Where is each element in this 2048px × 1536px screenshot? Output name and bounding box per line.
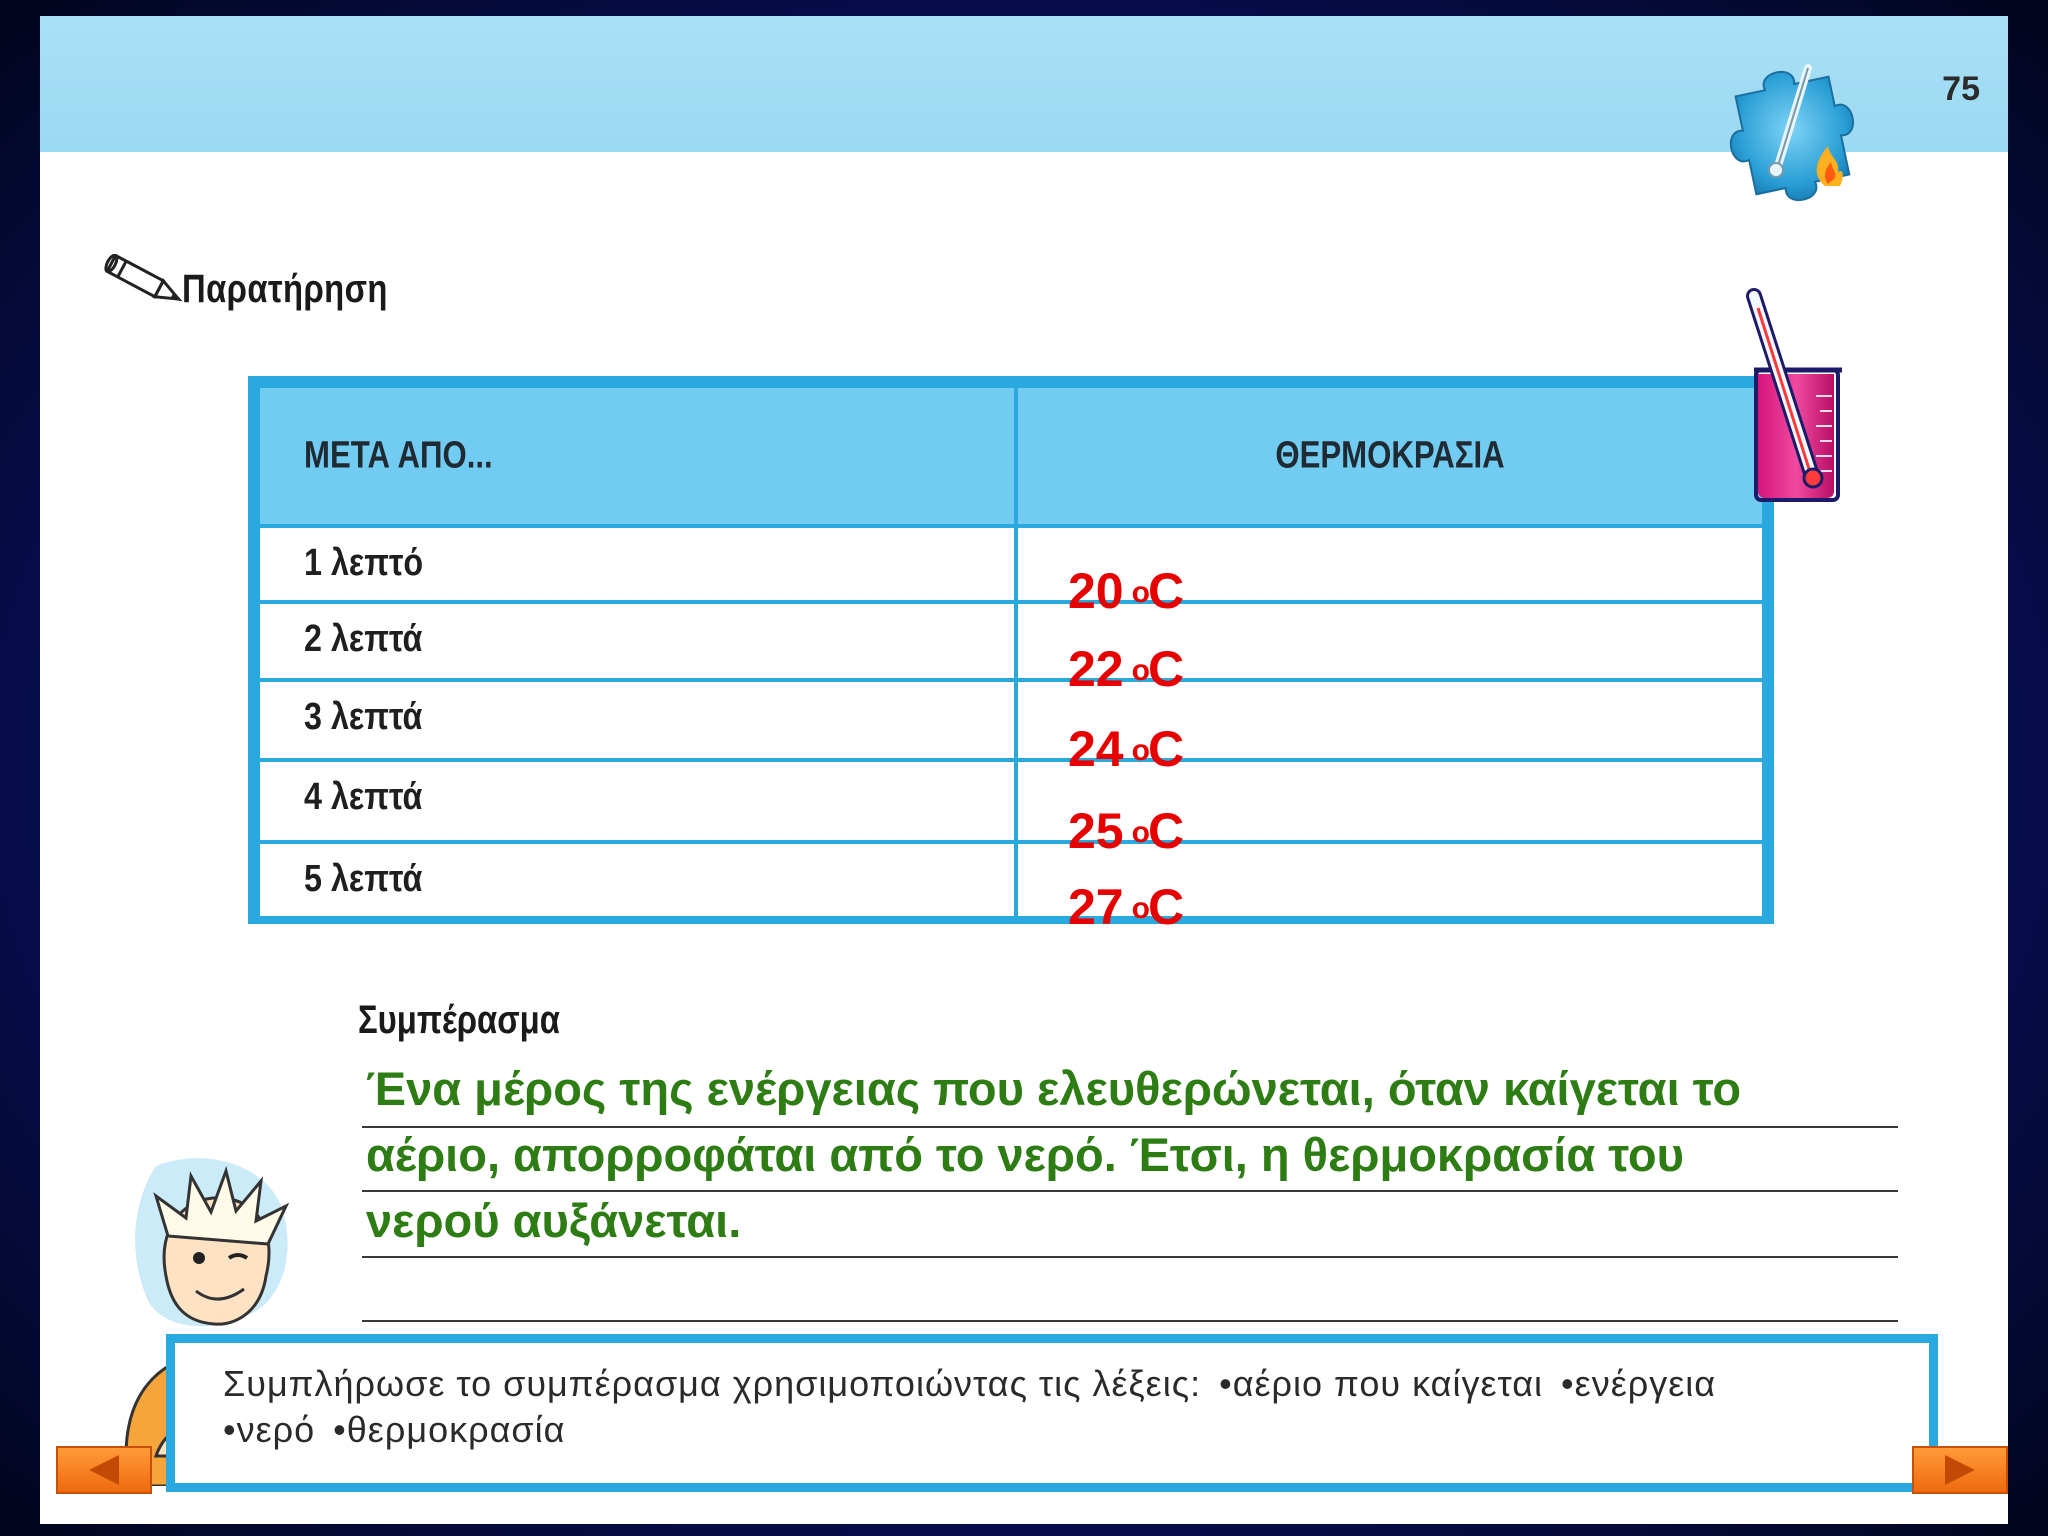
- answer-text-line: νερού αυξάνεται.: [366, 1194, 742, 1247]
- observation-title: Παρατήρηση: [182, 267, 388, 311]
- temperature-value: 20 oC: [1068, 563, 1185, 619]
- temperature-value: 27 oC: [1068, 879, 1185, 935]
- conclusion-answer[interactable]: [366, 1056, 1946, 1254]
- header-cell-time: ΜΕΤΑ ΑΠΟ...: [258, 386, 1016, 526]
- table-header-row: [258, 386, 1764, 526]
- puzzle-thermometer-icon: [1690, 46, 1890, 236]
- temperature-value: 24 oC: [1068, 721, 1185, 777]
- word-gas: αέριο που καίγεται: [1232, 1363, 1544, 1404]
- time-cell: 3 λεπτά: [258, 680, 1016, 760]
- observation-heading: [98, 254, 433, 312]
- word-temperature: θερμοκρασία: [346, 1409, 566, 1450]
- next-slide-button[interactable]: [1912, 1446, 2008, 1494]
- observation-table: [248, 376, 1774, 935]
- word-energy: ενέργεια: [1574, 1363, 1717, 1404]
- slide: [40, 16, 2008, 1524]
- answer-text-line: αέριο, απορροφάται από το νερό. Έτσι, η θερμοκρασία του: [366, 1128, 1684, 1181]
- conclusion-title: Συμπέρασμα: [358, 998, 560, 1042]
- time-cell: 1 λεπτό: [258, 526, 1016, 602]
- temperature-cell[interactable]: [1016, 526, 1764, 619]
- answer-line: [362, 1256, 1898, 1258]
- previous-slide-button[interactable]: [56, 1446, 152, 1494]
- time-cell: 4 λεπτά: [258, 760, 1016, 842]
- instruction-box: [166, 1334, 1938, 1492]
- temperature-cell[interactable]: [1016, 602, 1764, 697]
- table-row: [258, 842, 1764, 918]
- temperature-value: 25 oC: [1068, 803, 1185, 859]
- temperature-cell[interactable]: [1016, 760, 1764, 859]
- arrow-left-icon: [89, 1455, 119, 1485]
- temperature-cell[interactable]: [1016, 680, 1764, 777]
- instruction-text: Συμπλήρωσε το συμπέρασμα χρησιμοποιώντας τις λέξεις: •αέριο που καίγεται •ενέργεια •νερό •θερμοκρασία: [223, 1363, 1717, 1450]
- table-row: [258, 602, 1764, 680]
- table-row: [258, 680, 1764, 760]
- table-row: [258, 526, 1764, 602]
- pencil-icon: [98, 254, 190, 312]
- page-number: 75: [1942, 70, 1980, 108]
- temperature-cell[interactable]: [1016, 842, 1764, 935]
- answer-text-line: Ένα μέρος της ενέργειας που ελευθερώνεται, όταν καίγεται το: [366, 1062, 1742, 1115]
- answer-line: [362, 1320, 1898, 1322]
- word-water: νερό: [236, 1409, 316, 1450]
- time-cell: 5 λεπτά: [258, 842, 1016, 918]
- thermometer-beaker-icon: [1724, 266, 1854, 506]
- time-cell: 2 λεπτά: [258, 602, 1016, 680]
- temperature-value: 22 oC: [1068, 641, 1185, 697]
- header-cell-temperature: ΘΕΡΜΟΚΡΑΣΙΑ: [1016, 386, 1764, 526]
- table-row: [258, 760, 1764, 842]
- arrow-right-icon: [1945, 1455, 1975, 1485]
